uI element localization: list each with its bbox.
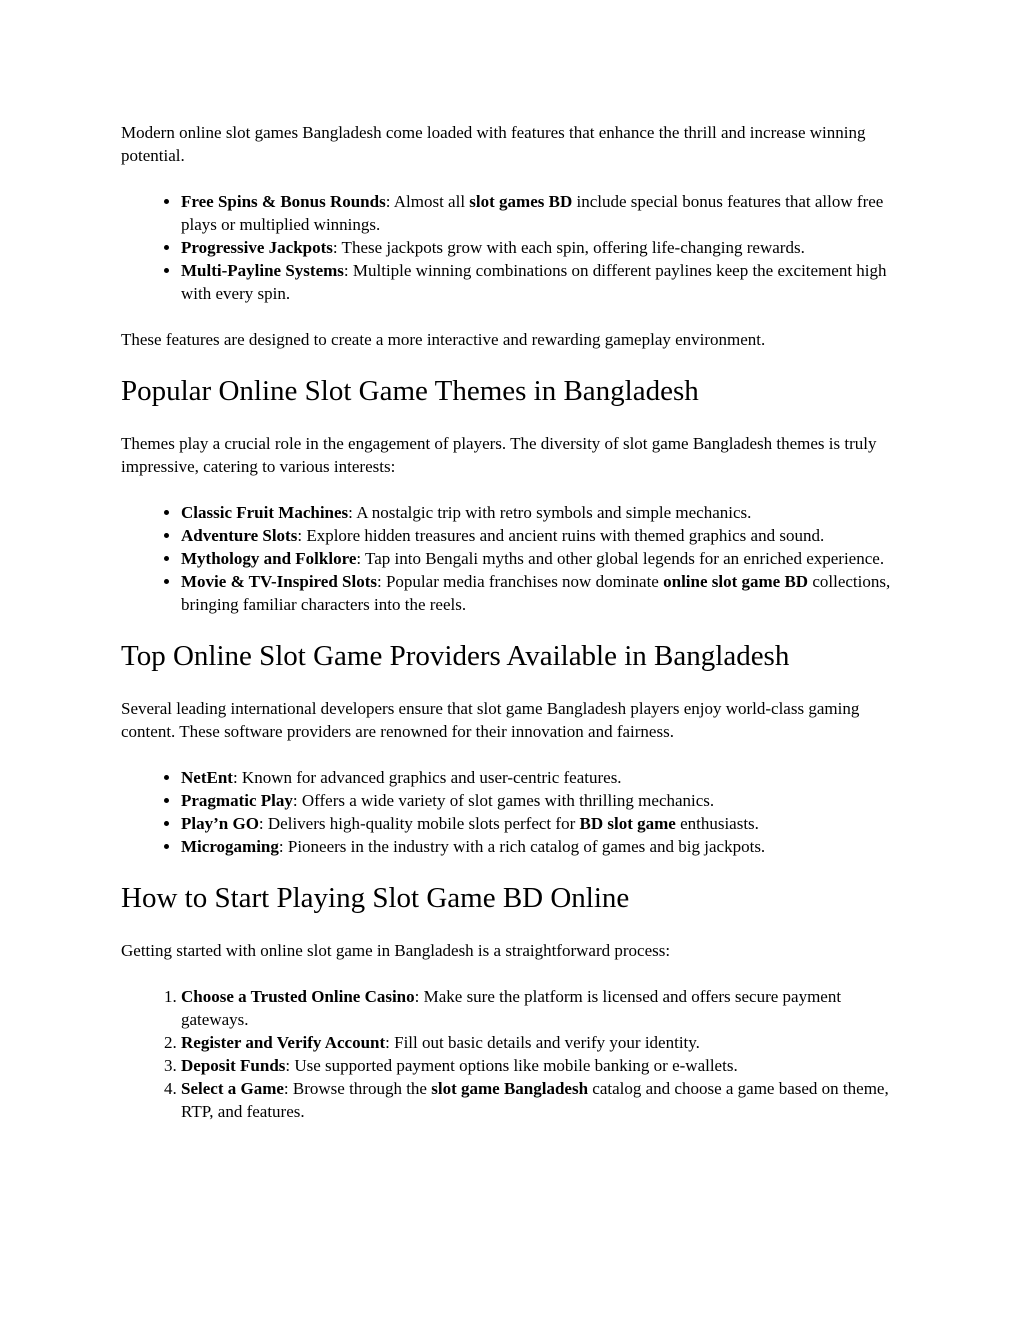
step-title: Choose a Trusted Online Casino — [181, 987, 415, 1006]
provider-keyword: BD slot game — [579, 814, 676, 833]
list-item — [181, 570, 896, 616]
theme-title: Classic Fruit Machines — [181, 503, 349, 522]
intro-paragraph: Modern online slot games Bangladesh come loaded with features that enhance the thrill and increase winning potential. — [121, 123, 866, 165]
theme-title: Movie & TV-Inspired Slots — [181, 572, 377, 591]
list-item — [181, 1077, 896, 1123]
theme-title: Adventure Slots — [181, 526, 298, 545]
list-item — [181, 1054, 896, 1077]
step-text: : Use supported payment options like mobile banking or e-wallets. — [285, 1056, 738, 1075]
steps-list — [121, 985, 896, 1123]
theme-text: collections, bringing familiar characters into the reels. — [181, 572, 891, 614]
step-title: Register and Verify Account — [181, 1033, 386, 1052]
provider-text: : Pioneers in the industry with a rich catalog of games and big jackpots. — [278, 837, 766, 856]
list-item — [181, 766, 896, 789]
step-text: : Fill out basic details and verify your identity. — [385, 1033, 700, 1052]
provider-text: : Delivers high-quality mobile slots perfect for — [258, 814, 580, 833]
document-page — [121, 121, 896, 1146]
theme-text: : A nostalgic trip with retro symbols and simple mechanics. — [348, 503, 752, 522]
list-item — [181, 985, 896, 1031]
feature-text: : Multiple winning combinations on different paylines keep the excitement high with every spin. — [181, 261, 887, 303]
step-text: catalog and choose a game based on theme, RTP, and features. — [181, 1079, 889, 1121]
feature-title: Multi-Payline Systems — [181, 261, 344, 280]
providers-heading: Top Online Slot Game Providers Available in Bangladesh — [121, 640, 790, 672]
step-title: Select a Game — [181, 1079, 284, 1098]
provider-name: Play’n GO — [181, 814, 259, 833]
theme-text: : Popular media franchises now dominate — [377, 572, 664, 591]
feature-title: Free Spins & Bonus Rounds — [181, 192, 386, 211]
list-item — [181, 835, 896, 858]
provider-name: Microgaming — [181, 837, 279, 856]
theme-title: Mythology and Folklore — [181, 549, 357, 568]
provider-name: Pragmatic Play — [181, 791, 293, 810]
providers-paragraph: Several leading international developers ensure that slot game Bangladesh players enjoy world-class gaming content. These software providers are renowned for their innovation and fairness. — [121, 699, 860, 741]
provider-name: NetEnt — [181, 768, 233, 787]
features-list — [121, 190, 896, 305]
list-item — [181, 1031, 896, 1054]
provider-text: : Offers a wide variety of slot games with thrilling mechanics. — [292, 791, 715, 810]
feature-text: : These jackpots grow with each spin, offering life-changing rewards. — [332, 238, 805, 257]
themes-heading: Popular Online Slot Game Themes in Bangladesh — [121, 375, 699, 407]
list-item — [181, 547, 896, 570]
step-title: Deposit Funds — [181, 1056, 286, 1075]
start-heading: How to Start Playing Slot Game BD Online — [121, 882, 630, 914]
list-item — [181, 190, 896, 236]
list-item — [181, 236, 896, 259]
feature-keyword: slot games BD — [469, 192, 573, 211]
themes-list — [121, 501, 896, 616]
features-summary: These features are designed to create a more interactive and rewarding gameplay environment. — [121, 330, 766, 349]
feature-title: Progressive Jackpots — [181, 238, 333, 257]
list-item — [181, 524, 896, 547]
providers-list — [121, 766, 896, 858]
list-item — [181, 812, 896, 835]
feature-text: include special bonus features that allow free plays or multiplied winnings. — [181, 192, 884, 234]
theme-text: : Tap into Bengali myths and other global legends for an enriched experience. — [356, 549, 885, 568]
list-item — [181, 789, 896, 812]
list-item — [181, 501, 896, 524]
list-item — [181, 259, 896, 305]
start-paragraph: Getting started with online slot game in Bangladesh is a straightforward process: — [121, 941, 671, 960]
theme-keyword: online slot game BD — [663, 572, 809, 591]
step-text: : Browse through the — [283, 1079, 432, 1098]
step-keyword: slot game Bangladesh — [431, 1079, 589, 1098]
step-text: : Make sure the platform is licensed and offers secure payment gateways. — [181, 987, 842, 1029]
theme-text: : Explore hidden treasures and ancient ruins with themed graphics and sound. — [297, 526, 825, 545]
feature-text: : Almost all — [385, 192, 470, 211]
provider-text: : Known for advanced graphics and user-centric features. — [232, 768, 622, 787]
provider-text: enthusiasts. — [675, 814, 759, 833]
themes-paragraph: Themes play a crucial role in the engagement of players. The diversity of slot game Bangladesh themes is truly impressive, catering to various interests: — [121, 434, 877, 476]
